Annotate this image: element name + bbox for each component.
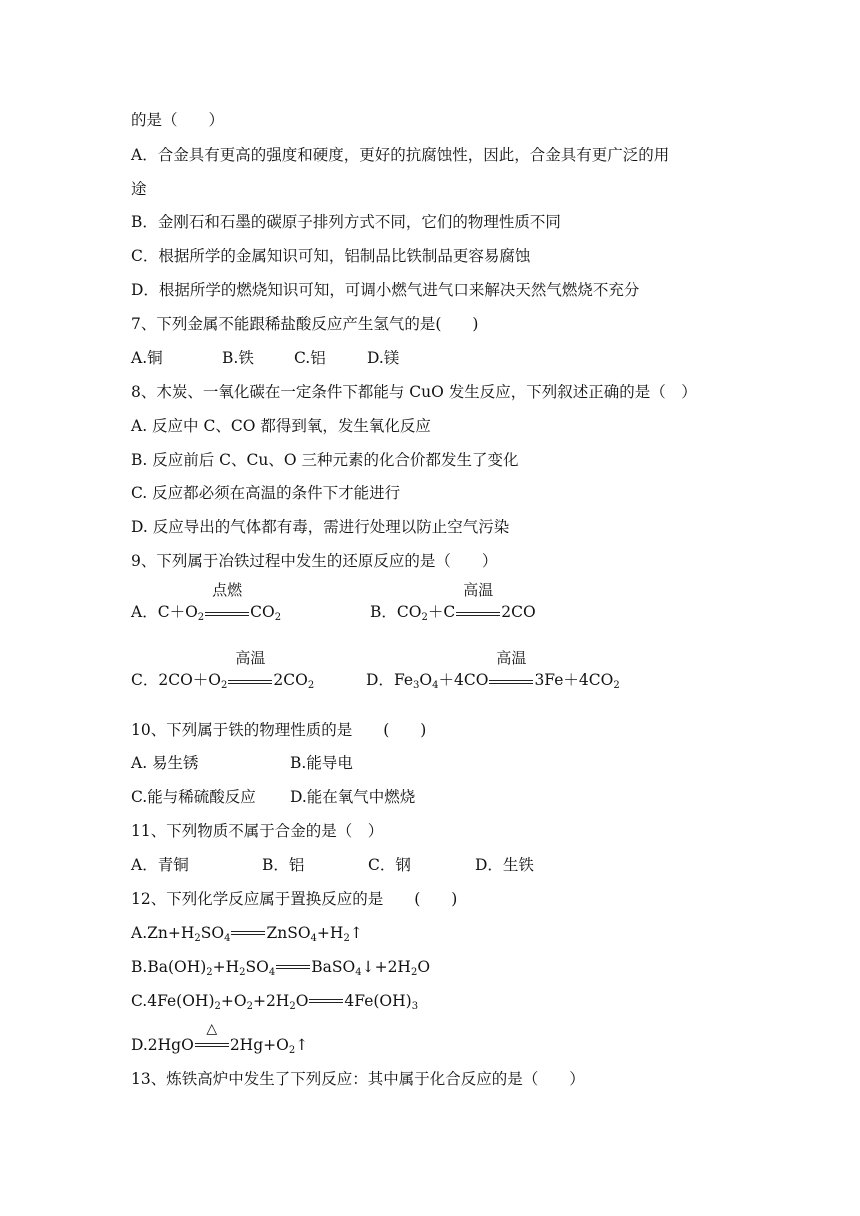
q11-option-c: C．钢 (368, 856, 411, 874)
q9-option-b: B．$CO_2+C$ 高温 2CO (370, 581, 536, 623)
q6-option-a-cont: 途 (131, 180, 147, 198)
q11-option-d: D．生铁 (475, 856, 534, 874)
equals-sign (275, 957, 311, 977)
q12-option-c: $C.4Fe(OH)_2+O_2+2H_2O$ $4Fe(OH)_3$ (131, 992, 419, 1012)
q12-option-d: D.2HgO △ $2Hg+O_2↑$ (131, 1021, 309, 1056)
q9-option-d: D．$Fe_3O_4+4CO$ 高温 $3Fe+4CO_2$ (366, 649, 620, 691)
q11-option-b: B．铝 (262, 856, 305, 874)
q7-stem: 7、下列金属不能跟稀盐酸反应产生氢气的是( ) (131, 315, 479, 333)
q8-stem: 8、木炭、一氧化碳在一定条件下都能与 CuO 发生反应，下列叙述正确的是（ ） (131, 383, 697, 401)
q8-option-d: D. 反应导出的气体都有毒，需进行处理以防止空气污染 (131, 518, 510, 536)
q9-option-c: C．$2CO+O_2$ 高温 $2CO_2$ (131, 649, 315, 691)
q8-option-a: A. 反应中 C、CO 都得到氧，发生氧化反应 (131, 417, 431, 435)
q10-options-row2 (131, 787, 415, 807)
q7-option-b: B.铁 (222, 349, 254, 367)
q9-option-a: A．$C+O_2$ 点燃 $CO_2$ (131, 581, 282, 623)
q11-option-a: A．青铜 (131, 856, 189, 874)
q9-stem: 9、下列属于冶铁过程中发生的还原反应的是（ ） (131, 552, 498, 570)
q10-option-d: D.能在氧气中燃烧 (290, 788, 416, 806)
reaction-arrow: 高温 (227, 670, 273, 690)
q7-options (131, 348, 399, 368)
heating-arrow: △ (194, 1035, 230, 1055)
q12-stem: 12、下列化学反应属于置换反应的是 ( ) (131, 890, 458, 908)
q6-option-d: D．根据所学的燃烧知识可知，可调小燃气进气口来解决天然气燃烧不充分 (131, 281, 640, 299)
q6-option-a: A．合金具有更高的强度和硬度，更好的抗腐蚀性，因此，合金具有更广泛的用 (131, 146, 670, 164)
q12-option-b: $B.Ba(OH)_2+H_2SO_4$ $BaSO_4↓+2H_2O$ (131, 958, 431, 978)
q6-option-c: C．根据所学的金属知识可知，铝制品比铁制品更容易腐蚀 (131, 247, 531, 265)
q10-stem: 10、下列属于铁的物理性质的是 ( ) (131, 721, 427, 739)
reaction-arrow: 高温 (455, 602, 501, 622)
q11-stem: 11、下列物质不属于合金的是（ ） (131, 822, 384, 840)
q8-option-b: B. 反应前后 C、Cu、O 三种元素的化合价都发生了变化 (131, 451, 519, 469)
q8-option-c: C. 反应都必须在高温的条件下才能进行 (131, 484, 401, 502)
q10-option-c: C.能与稀硫酸反应 (131, 788, 256, 806)
reaction-arrow: 高温 (488, 670, 534, 690)
q12-option-a: $A.Zn+H_2SO_4$ $ZnSO_4+H_2↑$ (131, 924, 363, 944)
reaction-arrow: 点燃 (204, 602, 250, 622)
q7-option-c: C.铝 (294, 349, 326, 367)
equals-sign (230, 923, 266, 943)
q10-option-a: A. 易生锈 (131, 754, 199, 772)
q6-option-b: B．金刚石和石墨的碳原子排列方式不同，它们的物理性质不同 (131, 213, 561, 231)
q7-option-d: D.镁 (367, 349, 400, 367)
q11-options (131, 855, 534, 875)
q6-stem-tail: 的是（ ） (131, 111, 225, 129)
q10-options-row1 (131, 753, 353, 773)
q13-stem: 13、炼铁高炉中发生了下列反应：其中属于化合反应的是（ ） (131, 1070, 585, 1088)
q10-option-b: B.能导电 (290, 754, 353, 772)
equals-sign (308, 991, 344, 1011)
q7-option-a: A.铜 (131, 349, 163, 367)
